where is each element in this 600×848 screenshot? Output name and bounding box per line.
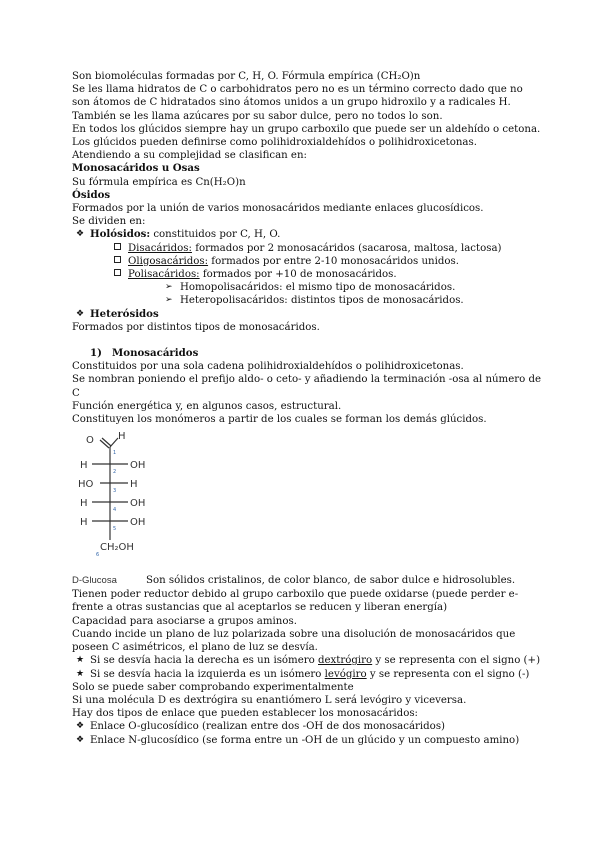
enlace-o-text: Enlace O-glucosídico (realizan entre dos -OH de dos monosacáridos) xyxy=(90,721,446,733)
heterosidos-description: Formados por distintos tipos de monosacáridos. xyxy=(72,321,320,333)
carbon-number-3: 3 xyxy=(113,488,117,495)
enlaces-list xyxy=(72,720,542,746)
atom-h-c4: H xyxy=(80,498,88,510)
list-item-dextrogiro xyxy=(72,654,542,667)
atom-h-aldehyde: H xyxy=(118,431,126,443)
oligosacaridos-text: formados por entre 2-10 monosacáridos unidos. xyxy=(208,255,459,267)
polisacaridos-label: Polisacáridos: xyxy=(128,269,200,281)
atom-h-c3: H xyxy=(130,479,138,491)
square-bullet-icon xyxy=(114,256,121,263)
props-paragraph-3: Capacidad para asociarse a grupos aminos. xyxy=(72,615,297,627)
after-paragraph-3: Hay dos tipos de enlace que pueden establecer los monosacáridos: xyxy=(72,708,418,720)
carbon-number-1: 1 xyxy=(113,450,117,457)
atom-ho-c3: HO xyxy=(78,479,94,491)
carbon-number-5: 5 xyxy=(113,526,117,533)
section-number: 1) xyxy=(90,347,102,360)
section-title: Monosacáridos xyxy=(112,347,199,360)
diamond-bullet-icon: ❖ xyxy=(76,308,85,319)
isomer-list xyxy=(72,654,542,680)
list-item-polisacaridos xyxy=(72,268,542,281)
osidos-description: Formados por la unión de varios monosacáridos mediante enlaces glucosídicos. xyxy=(72,203,484,215)
arrow-bullet-icon: ➢ xyxy=(165,295,173,306)
arrow-bullet-icon: ➢ xyxy=(165,282,173,293)
square-bullet-icon xyxy=(114,269,121,276)
atom-h-c2: H xyxy=(80,460,88,472)
polisacaridos-text: formados por +10 de monosacáridos. xyxy=(199,269,397,281)
osidos-list xyxy=(72,228,542,320)
section-paragraph-1: Constituidos por una sola cadena polihidroxialdehídos o polihidroxicetonas. xyxy=(72,361,464,373)
heteropolisacaridos-text: Heteropolisacáridos: distintos tipos de monosacáridos. xyxy=(180,295,464,307)
square-bullet-icon xyxy=(114,243,121,250)
monosacaridos-heading: Monosacáridos u Osas xyxy=(72,162,200,175)
dextrogiro-term: dextrógiro xyxy=(318,655,373,667)
intro-line-4: Los glúcidos pueden definirse como polihidroxialdehídos o polihidroxicetonas. xyxy=(72,137,477,149)
osidos-divide: Se dividen en: xyxy=(72,216,146,228)
atom-ch2oh: CH₂OH xyxy=(100,542,134,554)
atom-h-c5: H xyxy=(80,517,88,529)
star-bullet-icon: ★ xyxy=(76,668,85,679)
list-item-enlace-o xyxy=(72,720,542,733)
list-item-disacaridos xyxy=(72,242,542,255)
oligosacaridos-label: Oligosacáridos: xyxy=(128,255,209,267)
holosidos-text: constituidos por C, H, O. xyxy=(150,229,281,241)
levogiro-term: levógiro xyxy=(324,668,367,680)
intro-line-3: En todos los glúcidos siempre hay un grupo carboxilo que puede ser un aldehído o cetona. xyxy=(72,123,541,135)
list-item-homopolisacaridos xyxy=(72,281,542,294)
monosacaridos-formula: Su fórmula empírica es Cn(H₂O)n xyxy=(72,176,246,188)
list-item-heteropolisacaridos xyxy=(72,294,542,307)
carbon-number-4: 4 xyxy=(113,507,117,514)
section-heading-monosacaridos xyxy=(72,347,542,360)
homopolisacaridos-text: Homopolisacáridos: el mismo tipo de monosacáridos. xyxy=(180,282,456,294)
list-item-holosidos xyxy=(72,228,542,241)
list-item-heterosidos xyxy=(72,308,542,321)
diamond-bullet-icon: ❖ xyxy=(76,721,85,732)
disacaridos-label: Disacáridos: xyxy=(128,242,192,254)
list-item-levogiro xyxy=(72,668,542,681)
after-paragraph-1: Solo se puede saber comprobando experimentalmente xyxy=(72,681,354,693)
carbon-number-6: 6 xyxy=(96,552,100,559)
osidos-heading: Ósidos xyxy=(72,188,111,201)
enlace-n-text: Enlace N-glucosídico (se forma entre un -OH de un glúcido y un compuesto amino) xyxy=(90,734,520,746)
section-paragraph-3: Función energética y, en algunos casos, estructural. xyxy=(72,400,342,412)
section-paragraph-4: Constituyen los monómeros a partir de los cuales se forman los demás glúcidos. xyxy=(72,414,487,426)
list-item-oligosacaridos xyxy=(72,255,542,268)
star-bullet-icon: ★ xyxy=(76,655,85,666)
props-paragraph-1: Son sólidos cristalinos, de color blanco, de sabor dulce e hidrosolubles. xyxy=(146,575,516,587)
atom-oh-c4: OH xyxy=(130,498,146,510)
intro-line-1: Son biomoléculas formadas por C, H, O. Fórmula empírica (CH₂O)n xyxy=(72,71,421,82)
props-paragraph-2: Tienen poder reductor debido al grupo carboxilo que puede oxidarse (puede perder e- frente a otras sustancias que al aceptarlos se reducen y liberan energía) xyxy=(72,589,519,614)
list-item-enlace-n xyxy=(72,734,542,747)
glucose-bonds xyxy=(92,438,128,540)
diamond-bullet-icon: ❖ xyxy=(76,229,85,240)
glucose-structure-diagram xyxy=(78,428,168,570)
glucose-figure xyxy=(72,428,542,588)
levogiro-pre: Si se desvía hacia la izquierda es un isómero xyxy=(90,668,325,680)
intro-line-5: Atendiendo a su complejidad se clasifican en: xyxy=(72,150,307,162)
diamond-bullet-icon: ❖ xyxy=(76,734,85,745)
atom-oh-c2: OH xyxy=(130,460,146,472)
props-paragraph-4: Cuando incide un plano de luz polarizada sobre una disolución de monosacáridos que poseen C asimétricos, el plano de luz se desvía. xyxy=(72,628,516,654)
intro-line-2: Se les llama hidratos de C o carbohidratos pero no es un término correcto dado que no son átomos de C hidratados sino átomos unidos a un grupo hidroxilo y a radicales H. También se les llama azúcares por su sabor dulce, pero no todos lo son. xyxy=(72,84,523,122)
levogiro-post: y se representa con el signo (-) xyxy=(366,668,530,680)
atom-o: O xyxy=(86,435,94,447)
glucose-label: D-Glucosa xyxy=(72,575,117,587)
holosidos-label: Holósidos: xyxy=(90,228,151,241)
disacaridos-text: formados por 2 monosacáridos (sacarosa, maltosa, lactosa) xyxy=(191,242,502,254)
after-paragraph-2: Si una molécula D es dextrógira su enantiómero L será levógiro y viceversa. xyxy=(72,694,467,706)
section-paragraph-2: Se nombran poniendo el prefijo aldo- o ceto- y añadiendo la terminación -osa al número de C xyxy=(72,374,542,399)
atom-oh-c5: OH xyxy=(130,517,146,529)
heterosidos-label: Heterósidos xyxy=(90,307,159,320)
document-page xyxy=(72,70,542,747)
dextrogiro-post: y se representa con el signo (+) xyxy=(372,655,541,667)
carbon-number-2: 2 xyxy=(113,469,117,476)
dextrogiro-pre: Si se desvía hacia la derecha es un isómero xyxy=(90,655,318,667)
